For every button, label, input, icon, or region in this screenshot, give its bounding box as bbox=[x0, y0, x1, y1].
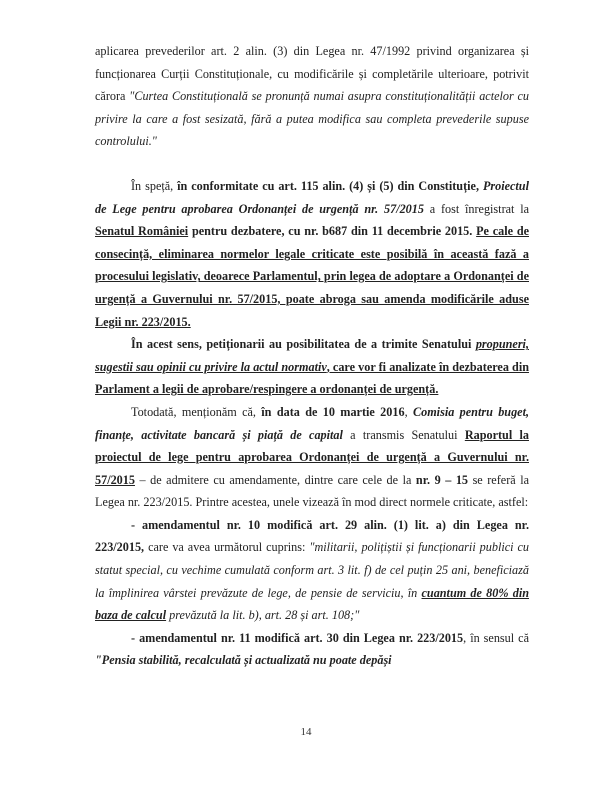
paragraph-6 bbox=[95, 627, 529, 672]
body-text bbox=[95, 40, 529, 672]
paragraph-4 bbox=[95, 401, 529, 514]
quoted-text: "Curtea Constituțională se pronunță numai asupra constituționalității actelor cu privire la care a fost sesizată, fără a putea modifica sau completa prevederile supuse controlului." bbox=[95, 89, 529, 149]
page-number: 14 bbox=[300, 726, 312, 738]
amendment-heading: - amendamentul nr. 10 modifică art. 29 alin. (1) lit. a) din Legea nr. 223/2015, bbox=[95, 517, 529, 555]
paragraph-text: , bbox=[404, 404, 413, 419]
paragraph-text: aplicarea prevederilor art. 2 alin. (3) din Legea nr. 47/1992 privind organizarea și funcționarea Curții Constituționale, cu modificările și completările ulterioare, potrivit cărora bbox=[95, 44, 529, 104]
paragraph-5 bbox=[95, 514, 529, 627]
underlined-conclusion: Pe cale de consecință, eliminarea normelor legale criticate este posibilă în această fază a procesului legislativ, deoarece Parlamentul, prin legea de adoptare a Ordonanței de urgență a Guvernului nr. 57/2015, poate abroga sau amenda modificările aduse Legii nr. 223/2015. bbox=[95, 224, 529, 329]
paragraph-text: a fost înregistrat la bbox=[423, 201, 529, 216]
paragraph-text: În speță, bbox=[131, 178, 178, 193]
underlined-italic-text: propuneri, sugestii sau opinii cu privire la actul normativ bbox=[95, 337, 529, 374]
bold-text: în conformitate cu art. 115 alin. (4) și (5) din Constituție, bbox=[177, 178, 483, 193]
paragraph-3 bbox=[95, 333, 529, 401]
bold-text: pentru dezbatere, cu nr. b687 din 11 decembrie 2015. bbox=[188, 224, 477, 239]
bold-text: nr. 9 – 15 bbox=[415, 472, 469, 487]
paragraph-text: care va avea următorul cuprins: bbox=[144, 540, 310, 555]
date-text: în data de 10 martie 2016 bbox=[261, 404, 405, 419]
quoted-text: prevăzută la lit. b), art. 28 și art. 108;" bbox=[166, 608, 360, 623]
paragraph-1 bbox=[95, 40, 529, 153]
paragraph-text: – de admitere cu amendamente, dintre care cele de la bbox=[134, 472, 416, 487]
senate-name: Senatul României bbox=[95, 224, 189, 239]
paragraph-2 bbox=[95, 175, 529, 333]
paragraph-text: a transmis Senatului bbox=[342, 427, 465, 442]
underlined-italic-text: cuantum de 80% din baza de calcul bbox=[95, 585, 529, 623]
committee-name: Comisia pentru buget, finanțe, activitate bancară și piață de capital bbox=[95, 404, 530, 442]
paragraph-text: Totodată, menționăm că, bbox=[131, 404, 262, 419]
report-title: Raportul la proiectul de lege pentru aprobarea Ordonanței de urgență a Guvernului nr. 57/2015 bbox=[95, 427, 529, 487]
bill-title: Proiectul de Lege pentru aprobarea Ordonanței de urgență nr. 57/2015 bbox=[95, 178, 529, 216]
quoted-text: "Pensia stabilită, recalculată și actualizată nu poate depăși bbox=[95, 653, 392, 668]
paragraph-text: se referă la Legea nr. 223/2015. Printre acestea, unele vizează în mod direct normele criticate, astfel: bbox=[95, 472, 529, 510]
amendment-heading: - amendamentul nr. 11 modifică art. 30 din Legea nr. 223/2015 bbox=[131, 630, 464, 645]
bold-text: În acest sens, petiționarii au posibilitatea de a trimite Senatului bbox=[131, 337, 476, 352]
underlined-text: , care vor fi analizate în dezbaterea din Parlament a legii de aprobare/respingere a ordonanței de urgență. bbox=[95, 359, 529, 397]
paragraph-text: , în sensul că bbox=[463, 630, 529, 645]
quoted-text: "militarii, polițiștii și funcționarii publici cu statut special, cu vechime cumulată conform art. 3 lit. f) de cel puțin 25 ani, beneficiază la împlinirea vârstei prevăzute de lege, de pensie de serviciu, în bbox=[95, 540, 529, 600]
